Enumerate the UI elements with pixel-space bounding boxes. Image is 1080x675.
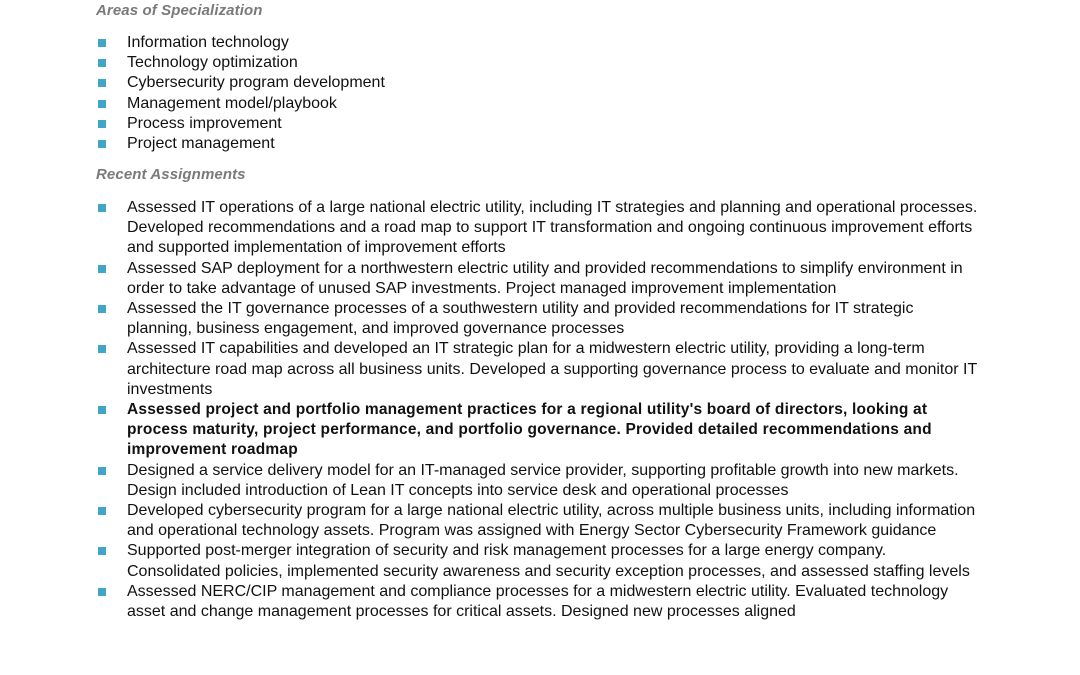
specialization-list xyxy=(96,33,996,154)
list-item: Assessed the IT governance processes of a southwestern utility and provided recommendations for IT strategic planning, business engagement, and improved governance processes xyxy=(96,299,982,339)
list-item: Developed cybersecurity program for a large national electric utility, across multiple business units, including information and operational technology assets. Program was assigned with Energy Sector Cybersecurity Framework guidance xyxy=(96,501,982,541)
square-bullet-icon xyxy=(98,39,106,47)
square-bullet-icon xyxy=(98,345,106,353)
list-item: Assessed NERC/CIP management and compliance processes for a midwestern electric utility. Evaluated technology asset and change management processes for critical assets. Designed new processes aligned xyxy=(96,582,982,622)
square-bullet-icon xyxy=(98,204,106,212)
square-bullet-icon xyxy=(98,507,106,515)
square-bullet-icon xyxy=(98,79,106,87)
list-item: Assessed SAP deployment for a northwestern electric utility and provided recommendations to simplify environment in order to take advantage of unused SAP investments. Project managed improvement implementation xyxy=(96,259,982,299)
assignments-heading: Recent Assignments xyxy=(96,166,246,183)
list-item: Assessed IT operations of a large national electric utility, including IT strategies and planning and operational processes. Developed recommendations and a road map to support IT transformation and ongoing continuous improvement efforts and supported implementation of improvement efforts xyxy=(96,198,982,259)
list-item: Designed a service delivery model for an IT-managed service provider, supporting profitable growth into new markets. Design included introduction of Lean IT concepts into service desk and operational processes xyxy=(96,461,982,501)
square-bullet-icon xyxy=(98,406,106,414)
square-bullet-icon xyxy=(98,140,106,148)
list-item: Management model/playbook xyxy=(96,94,996,114)
square-bullet-icon xyxy=(98,547,106,555)
list-item: Project management xyxy=(96,134,996,154)
square-bullet-icon xyxy=(98,265,106,273)
square-bullet-icon xyxy=(98,59,106,67)
list-item: Process improvement xyxy=(96,114,996,134)
list-item: Information technology xyxy=(96,33,996,53)
square-bullet-icon xyxy=(98,120,106,128)
square-bullet-icon xyxy=(98,100,106,108)
list-item: Cybersecurity program development xyxy=(96,73,996,93)
list-item: Assessed IT capabilities and developed an IT strategic plan for a midwestern electric utility, providing a long-term architecture road map across all business units. Developed a supporting governance process to evaluate and monitor IT investments xyxy=(96,339,982,400)
list-item: Assessed project and portfolio management practices for a regional utility's board of directors, looking at process maturity, project performance, and portfolio governance. Provided detailed recommendations and improvement roadmap xyxy=(96,400,982,461)
square-bullet-icon xyxy=(98,467,106,475)
list-item: Supported post-merger integration of security and risk management processes for a large energy company. Consolidated policies, implemented security awareness and security exception processes, and assessed staffing levels xyxy=(96,541,982,581)
specialization-heading: Areas of Specialization xyxy=(96,2,263,19)
list-item: Technology optimization xyxy=(96,53,996,73)
square-bullet-icon xyxy=(98,588,106,596)
assignments-list xyxy=(96,198,982,622)
square-bullet-icon xyxy=(98,305,106,313)
